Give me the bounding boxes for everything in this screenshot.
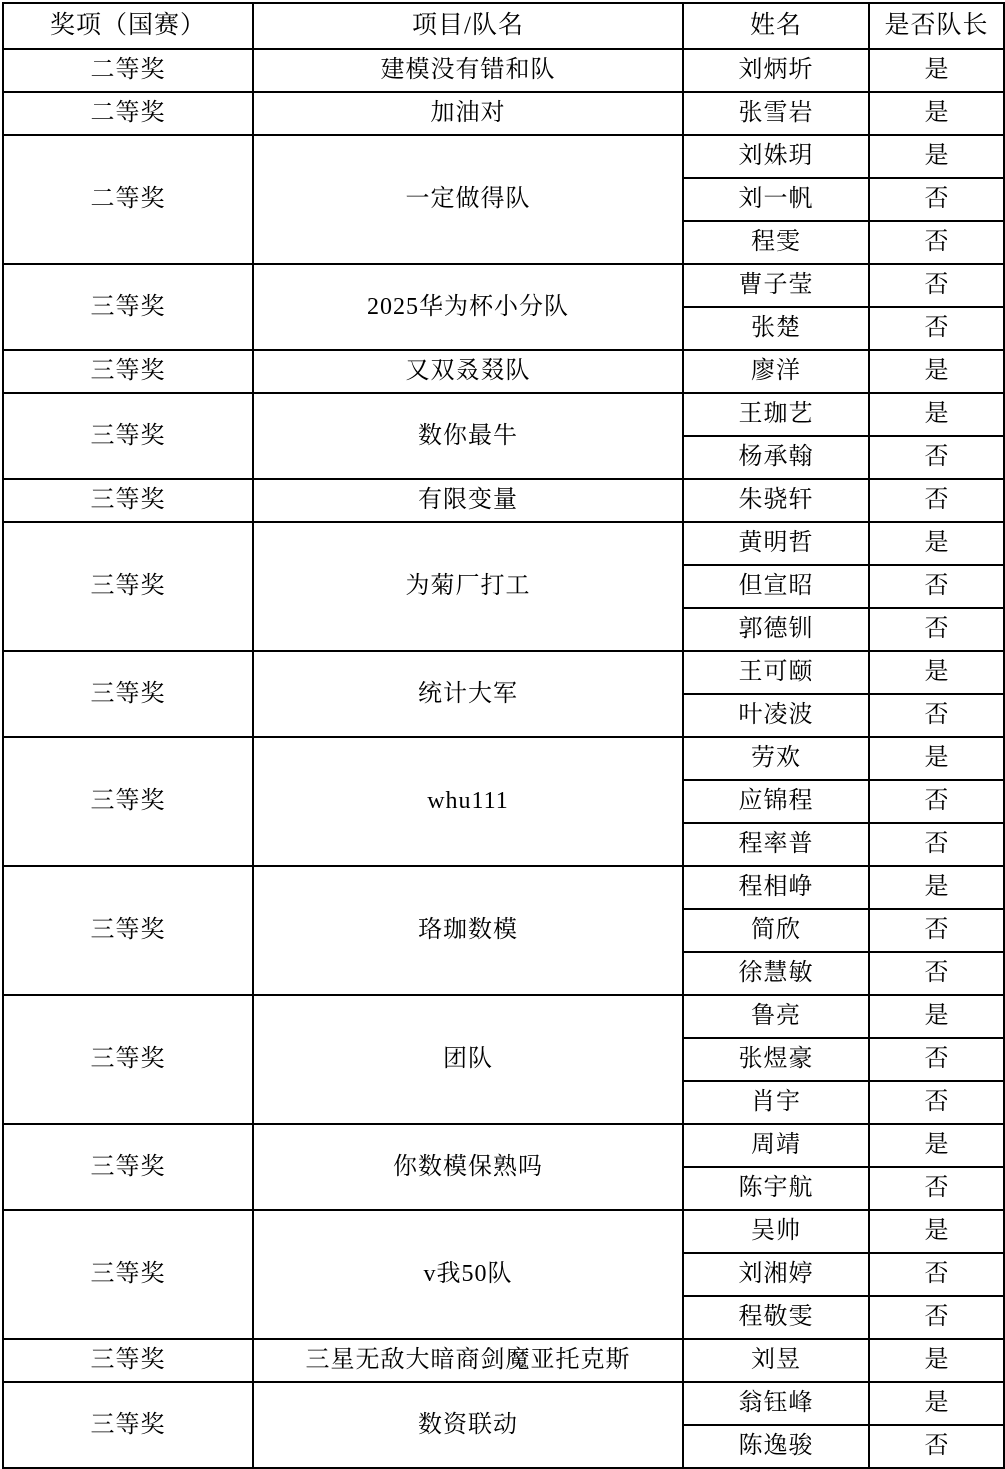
header-cell-leader: 是否队长 bbox=[869, 3, 1004, 49]
table-row bbox=[3, 651, 1004, 694]
is-leader-cell: 是 bbox=[869, 1210, 1004, 1253]
team-name-cell: whu111 bbox=[253, 737, 683, 866]
table-row bbox=[3, 1124, 1004, 1167]
table-row bbox=[3, 866, 1004, 909]
member-name-cell: 陈逸骏 bbox=[683, 1425, 869, 1468]
is-leader-cell: 否 bbox=[869, 823, 1004, 866]
award-cell: 三等奖 bbox=[3, 393, 253, 479]
award-cell: 三等奖 bbox=[3, 479, 253, 522]
member-name-cell: 鲁亮 bbox=[683, 995, 869, 1038]
table-row bbox=[3, 995, 1004, 1038]
is-leader-cell: 是 bbox=[869, 1382, 1004, 1425]
member-name-cell: 程雯 bbox=[683, 221, 869, 264]
member-name-cell: 张煜豪 bbox=[683, 1038, 869, 1081]
header-cell-award: 奖项（国赛） bbox=[3, 3, 253, 49]
is-leader-cell: 否 bbox=[869, 264, 1004, 307]
team-name-cell: 你数模保熟吗 bbox=[253, 1124, 683, 1210]
is-leader-cell: 否 bbox=[869, 565, 1004, 608]
award-cell: 三等奖 bbox=[3, 995, 253, 1124]
is-leader-cell: 否 bbox=[869, 608, 1004, 651]
member-name-cell: 黄明哲 bbox=[683, 522, 869, 565]
is-leader-cell: 否 bbox=[869, 479, 1004, 522]
team-name-cell: 珞珈数模 bbox=[253, 866, 683, 995]
is-leader-cell: 否 bbox=[869, 780, 1004, 823]
member-name-cell: 朱骁轩 bbox=[683, 479, 869, 522]
award-cell: 三等奖 bbox=[3, 1210, 253, 1339]
member-name-cell: 叶凌波 bbox=[683, 694, 869, 737]
member-name-cell: 徐慧敏 bbox=[683, 952, 869, 995]
table-row bbox=[3, 135, 1004, 178]
is-leader-cell: 否 bbox=[869, 1167, 1004, 1210]
member-name-cell: 劳欢 bbox=[683, 737, 869, 780]
table-row bbox=[3, 49, 1004, 92]
is-leader-cell: 否 bbox=[869, 694, 1004, 737]
is-leader-cell: 否 bbox=[869, 952, 1004, 995]
member-name-cell: 张雪岩 bbox=[683, 92, 869, 135]
member-name-cell: 但宣昭 bbox=[683, 565, 869, 608]
is-leader-cell: 是 bbox=[869, 651, 1004, 694]
is-leader-cell: 否 bbox=[869, 1296, 1004, 1339]
is-leader-cell: 否 bbox=[869, 909, 1004, 952]
team-name-cell: 数资联动 bbox=[253, 1382, 683, 1468]
team-name-cell: 为菊厂打工 bbox=[253, 522, 683, 651]
award-cell: 三等奖 bbox=[3, 651, 253, 737]
team-name-cell: 一定做得队 bbox=[253, 135, 683, 264]
team-name-cell: 建模没有错和队 bbox=[253, 49, 683, 92]
award-cell: 三等奖 bbox=[3, 1124, 253, 1210]
member-name-cell: 翁钰峰 bbox=[683, 1382, 869, 1425]
table-row bbox=[3, 522, 1004, 565]
member-name-cell: 程率普 bbox=[683, 823, 869, 866]
is-leader-cell: 否 bbox=[869, 178, 1004, 221]
award-cell: 三等奖 bbox=[3, 866, 253, 995]
member-name-cell: 肖宇 bbox=[683, 1081, 869, 1124]
team-name-cell: 又双叒叕队 bbox=[253, 350, 683, 393]
is-leader-cell: 否 bbox=[869, 221, 1004, 264]
award-cell: 三等奖 bbox=[3, 264, 253, 350]
is-leader-cell: 否 bbox=[869, 1253, 1004, 1296]
table-row bbox=[3, 264, 1004, 307]
team-name-cell: 2025华为杯小分队 bbox=[253, 264, 683, 350]
team-name-cell: 统计大军 bbox=[253, 651, 683, 737]
is-leader-cell: 是 bbox=[869, 995, 1004, 1038]
is-leader-cell: 是 bbox=[869, 737, 1004, 780]
is-leader-cell: 是 bbox=[869, 92, 1004, 135]
member-name-cell: 郭德钏 bbox=[683, 608, 869, 651]
member-name-cell: 刘昱 bbox=[683, 1339, 869, 1382]
table-row bbox=[3, 92, 1004, 135]
award-cell: 三等奖 bbox=[3, 1382, 253, 1468]
award-cell: 二等奖 bbox=[3, 92, 253, 135]
member-name-cell: 应锦程 bbox=[683, 780, 869, 823]
member-name-cell: 程敬雯 bbox=[683, 1296, 869, 1339]
team-name-cell: 加油对 bbox=[253, 92, 683, 135]
award-cell: 三等奖 bbox=[3, 522, 253, 651]
is-leader-cell: 是 bbox=[869, 393, 1004, 436]
is-leader-cell: 是 bbox=[869, 49, 1004, 92]
is-leader-cell: 否 bbox=[869, 1038, 1004, 1081]
is-leader-cell: 是 bbox=[869, 522, 1004, 565]
team-name-cell: 数你最牛 bbox=[253, 393, 683, 479]
table-row bbox=[3, 737, 1004, 780]
member-name-cell: 刘炳圻 bbox=[683, 49, 869, 92]
member-name-cell: 王珈艺 bbox=[683, 393, 869, 436]
is-leader-cell: 是 bbox=[869, 135, 1004, 178]
award-cell: 三等奖 bbox=[3, 350, 253, 393]
team-name-cell: v我50队 bbox=[253, 1210, 683, 1339]
award-cell: 三等奖 bbox=[3, 1339, 253, 1382]
is-leader-cell: 是 bbox=[869, 350, 1004, 393]
member-name-cell: 简欣 bbox=[683, 909, 869, 952]
table-row bbox=[3, 1339, 1004, 1382]
is-leader-cell: 否 bbox=[869, 1425, 1004, 1468]
award-cell: 二等奖 bbox=[3, 49, 253, 92]
award-cell: 二等奖 bbox=[3, 135, 253, 264]
member-name-cell: 王可颐 bbox=[683, 651, 869, 694]
table-row bbox=[3, 1382, 1004, 1425]
is-leader-cell: 是 bbox=[869, 1339, 1004, 1382]
table-header bbox=[3, 3, 1004, 49]
member-name-cell: 曹子莹 bbox=[683, 264, 869, 307]
member-name-cell: 廖洋 bbox=[683, 350, 869, 393]
table-row bbox=[3, 393, 1004, 436]
member-name-cell: 周靖 bbox=[683, 1124, 869, 1167]
is-leader-cell: 否 bbox=[869, 1081, 1004, 1124]
member-name-cell: 刘姝玥 bbox=[683, 135, 869, 178]
is-leader-cell: 是 bbox=[869, 866, 1004, 909]
table-row bbox=[3, 1210, 1004, 1253]
header-cell-name: 姓名 bbox=[683, 3, 869, 49]
member-name-cell: 刘一帆 bbox=[683, 178, 869, 221]
member-name-cell: 程相峥 bbox=[683, 866, 869, 909]
is-leader-cell: 否 bbox=[869, 436, 1004, 479]
team-name-cell: 团队 bbox=[253, 995, 683, 1124]
team-name-cell: 有限变量 bbox=[253, 479, 683, 522]
is-leader-cell: 否 bbox=[869, 307, 1004, 350]
award-cell: 三等奖 bbox=[3, 737, 253, 866]
member-name-cell: 刘湘婷 bbox=[683, 1253, 869, 1296]
member-name-cell: 张楚 bbox=[683, 307, 869, 350]
table-row bbox=[3, 479, 1004, 522]
table-row bbox=[3, 350, 1004, 393]
member-name-cell: 吴帅 bbox=[683, 1210, 869, 1253]
member-name-cell: 杨承翰 bbox=[683, 436, 869, 479]
is-leader-cell: 是 bbox=[869, 1124, 1004, 1167]
header-cell-team: 项目/队名 bbox=[253, 3, 683, 49]
team-name-cell: 三星无敌大暗商剑魔亚托克斯 bbox=[253, 1339, 683, 1382]
award-results-table bbox=[2, 2, 1005, 1469]
table-body bbox=[3, 49, 1004, 1468]
member-name-cell: 陈宇航 bbox=[683, 1167, 869, 1210]
header-row bbox=[3, 3, 1004, 49]
